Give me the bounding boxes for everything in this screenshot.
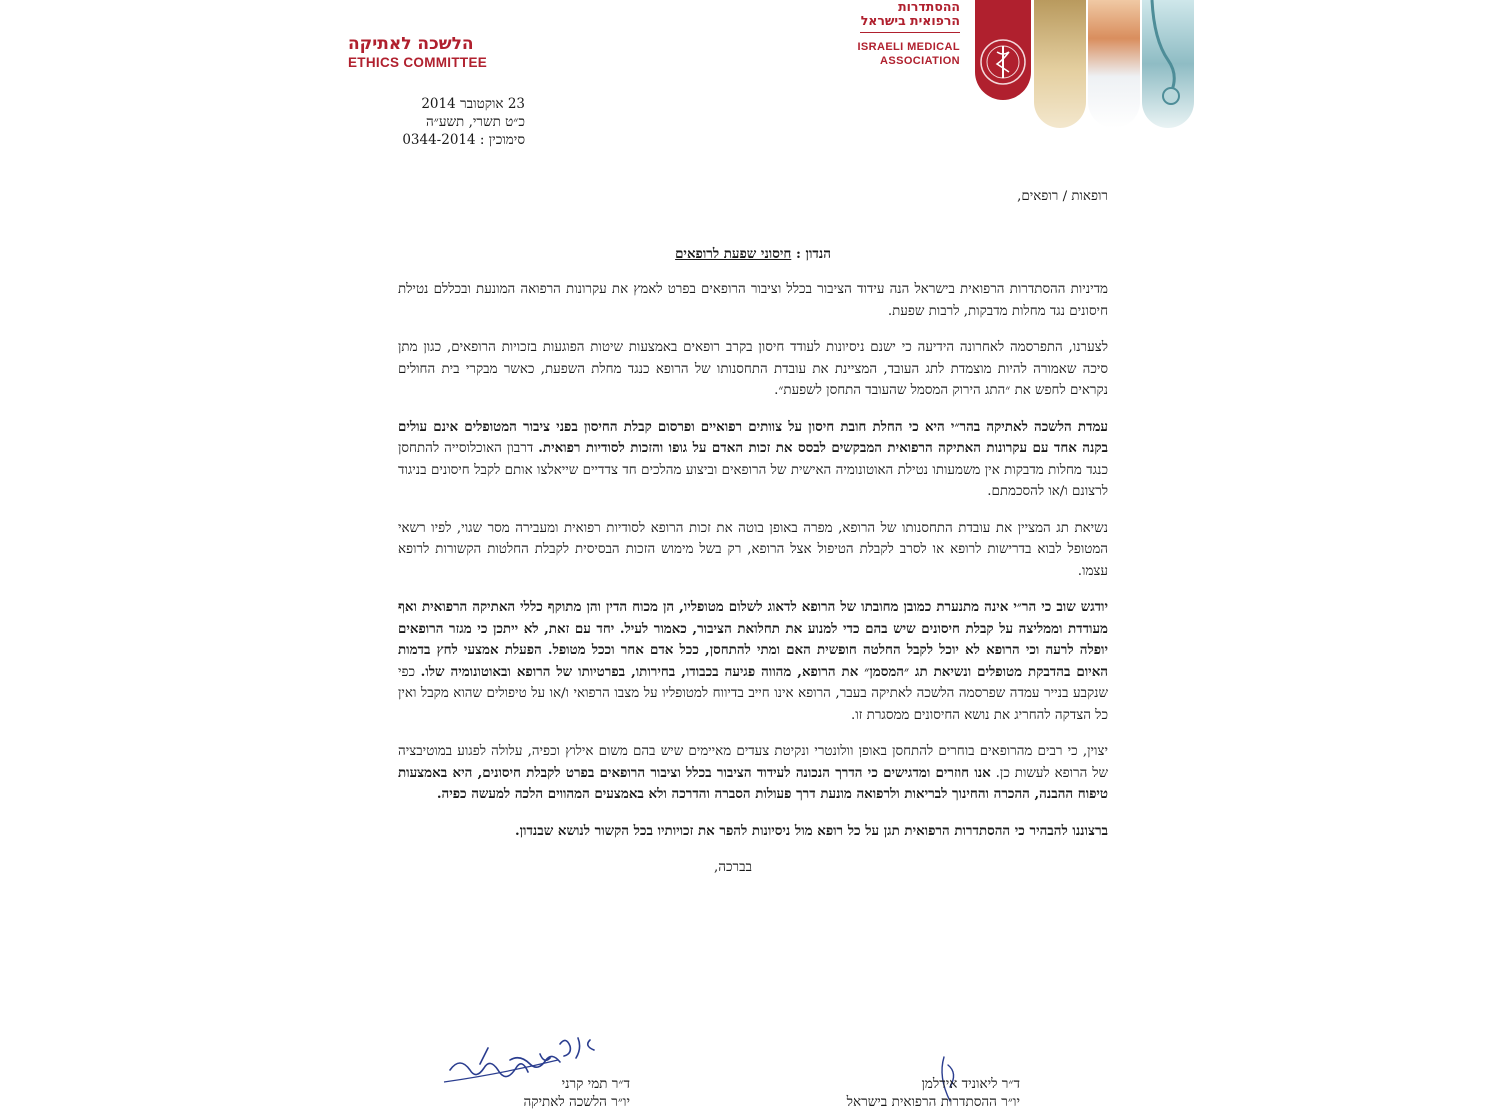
paragraph-1: מדיניות ההסתדרות הרפואית בישראל הנה עידוד הציבור בכלל וציבור הרופאים בפרט לאמץ את עקרונות הרפואה המונעת ובכללם נטילת חיסונים נגד מחלות מדבקות, לרבות שפעת. [398,282,1108,319]
paragraph-6-rest: יצוין, כי רבים מהרופאים בוחרים להתחסן באופן וולונטרי ונקיטת צעדים מאיימים שיש בהם משום אילוץ וכפיה, עלולה לפגוע במוטיבציה של הרופא לעשות כן. [398,744,1108,781]
signatory-name-left: ד״ר תמי קרני [561,1076,630,1092]
ima-seal-emblem-icon [975,0,1031,100]
paragraph-3-bold: עמדת הלשכה לאתיקה בהר״י היא כי החלת חובת חיסון על צוותים רפואיים ופרסום קבלת החיסון בפני ציבור המטופלים אינם עולים בקנה אחד עם עקרונות האתיקה הרפואית המבקשים לבסס את זכות האדם על גופו והזכות לסודיות רפואית. [398,418,1108,456]
letter-body [398,186,1108,879]
signatory-name-right: ד״ר ליאוניד אידלמן [921,1076,1020,1092]
salutation: רופאות / רופאים, [1017,189,1108,204]
ima-name-he-line2: הרפואית בישראל [860,13,960,28]
ima-divider [860,32,960,33]
subject-prefix: הנדון : [795,245,831,262]
ima-banner-stethoscope-image [1142,0,1194,128]
paragraph-3-rest: דרבון האוכלוסייה להתחסן כנגד מחלות מדבקות אין משמעותו נטילת האוטונומיה האישית של הרופאים וביצוע מהלכים חד צדדיים שייאלצו אותם לקבל חיסונים בניגוד לרצונם ו/או להסכמתם. [398,441,1108,499]
paragraph-5-rest: כפי שנקבע בנייר עמדה שפרסמה הלשכה לאתיקה בעבר, הרופא אינו חייב בדיווח למטופליו על מצבו הרפואי ו/או על טיפולים שהוא מקבל ואין כל הצדקה להחריג את נושא החיסונים ממסגרת זו. [398,664,1108,723]
closing: בברכה, [714,860,752,875]
date-gregorian: 23 אוקטובר 2014 [421,96,525,112]
signatory-title-right: יו״ר ההסתדרות הרפואית בישראל [846,1094,1020,1110]
subject-title: חיסוני שפעת לרופאים [675,245,792,262]
paragraph-6 [398,741,1108,806]
ethics-committee-title-he: הלשכה לאתיקה [348,34,474,54]
paragraph-5-bold: יודגש שוב כי הר״י אינה מתנערת כמובן מחובתו של הרופא לדאוג לשלום מטופליו, הן מכוח הדין והן מתוקף כללי האתיקה הרפואית ואף מעודדת וממליצה על קבלת חיסונים שיש בהם כדי למנוע את תחלואת הציבור, כאמור לעיל. יחד עם זאת, לא ייתכן כי מגזר הרופאים יופלה לרעה וכי הרופא לא יוכל לקבל החלטה חופשית האם ומתי להתחסן, ככל אדם אחר וככל מטופל. הפעלת אמצעי לחץ בדמות האיום בהדבקת מטופלים ונשיאת תג ״המסמן״ את הרופא, מהווה פגיעה בכבודו, בחירותו, בפרטיותו של הרופא ובאוטונומיה שלו. [398,599,1108,680]
ima-name-he [820,0,960,28]
ima-name-en-line2: ASSOCIATION [880,55,960,67]
ima-banner-vitruvian-image [1034,0,1086,128]
paragraph-2: לצערנו, התפרסמה לאחרונה הידיעה כי ישנם ניסיונות לעודד חיסון בקרב רופאים באמצעות שיטות הפוגעות בזכויות הרופאים, כגון מתן סיכה שאמורה להיות מוצמדת לתג העובד, המציינת את עובדת התחסנותו של הרופא כנגד מחלת השפעת, כאשר מבקרי בית החולים נקראים לחפש את ״התג הירוק המסמל שהעובד התחסן לשפעת״. [398,340,1108,398]
subject-line [398,244,1108,266]
paragraph-6-bold: אנו חוזרים ומדגישים כי הדרך הנכונה לעידוד הציבור בכלל וציבור הרופאים בפרט לקבלת חיסונים, היא באמצעות טיפוח ההבנה, ההכרה והחינוך לבריאות ולרפואה מונעת דרך פעולות הסברה והדרכה ולא באמצעים המהווים הלכה למעשה כפיה. [398,764,1108,802]
ima-banner-doctor-image [1088,0,1140,128]
paragraph-4: נשיאת תג המציין את עובדת התחסנותו של הרופא, מפרה באופן בוטה את זכות הרופא לסודיות רפואית ומעבירה מסר שגוי, לפיו רשאי המטופל לבוא בדרישות לרופא או לסרב לקבלת הטיפול אצל הרופא, רק בשל מימוש הזכות הבסיסית לקבלת החלטות הקשורות לרופא עצמו. [398,520,1108,579]
date-reference-block [300,95,525,149]
ima-name-he-line1: ההסתדרות [898,0,960,14]
signature-block-ethics-chair [430,1075,630,1111]
paragraph-3 [398,417,1108,503]
ima-name-en-line1: ISRAELI MEDICAL [857,41,960,53]
ethics-committee-title-en: ETHICS COMMITTEE [348,55,488,70]
ima-seal-logo [975,0,1031,100]
reference-number: סימוכין : 0344-2014 [402,132,525,148]
signatory-title-left: יו״ר הלשכה לאתיקה [523,1094,630,1110]
signature-block-ima-chair [780,1075,1020,1111]
date-hebrew: כ״ט תשרי, תשע״ה [425,114,525,130]
paragraph-7: ברצוננו להבהיר כי ההסתדרות הרפואית תגן על כל רופא מול ניסיונות להפר את זכויותיו בכל הקשור לנושא שבנדון. [514,822,1108,839]
paragraph-5 [398,597,1108,726]
stethoscope-icon [1142,0,1194,128]
ima-name-en [840,40,960,68]
